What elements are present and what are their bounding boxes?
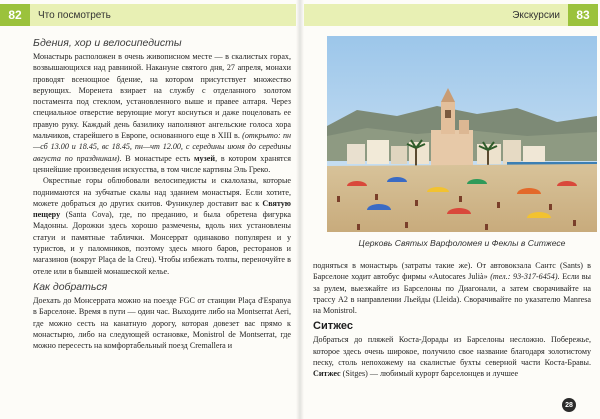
- text-run: Монастырь расположен в очень живописном месте — в скалистых горах, возвышающихся над равниной. Накануне святого дня, 27 апреля, монахи проводят всенощное бдение, на котором присутствует множество верующих. Моренета взирает на службу с отделанного золотом постамента под стеклом, установленного выше и правее алтаря. Через специальное отверстие верующие могут коснуться и даже поцеловать ее правую руку. Каждый день базилику наполняют ангельские голоса хора мальчиков, старейшего в Европе, основанного еще в XIII в.: [33, 52, 291, 141]
- right-page-number: 83: [568, 4, 598, 26]
- right-page-header: [304, 4, 598, 26]
- text-run: (открыто: пн—сб 13.00 и 18.45, вс 18.45, пн—чт 12.00, с середины июня до середины августа по праздникам): [33, 131, 292, 163]
- sitges-church-photo: [327, 36, 597, 232]
- left-page-header: [0, 4, 296, 26]
- text-run: Доехать до Монсеррата можно на поезде FGC от станции Plaça d'Espanya в Барселоне. Время в пути — один час. Выходите либо на Montserrat Aeri, где можно сесть на канатную дорогу, которая довезет вас прямо к монастырю, либо на следующей остановке, Monistrol de Montserrat, где можно пересесть на комфортабельный поезд Cremallera и: [33, 295, 291, 351]
- text-run: (Sitges) — любимый курорт барселонцев и лучшее: [340, 369, 519, 379]
- right-section-title: Экскурсии: [512, 9, 560, 21]
- text-run: (тел.: 93-317-6454): [490, 272, 558, 282]
- section-heading-sitges: Ситжес: [313, 320, 353, 333]
- body-paragraph: [33, 51, 291, 175]
- text-run: Добраться до пляжей Коста-Дорады из Барселоны несложно. Побережье, которое здесь очень широкое, получило свое название благодаря золотистому песку, столь непохожему на скалистые бухты северной части Коста-Бравы.: [313, 335, 591, 368]
- text-run: подняться в монастырь (затраты такие же). От автовокзала Сантс (Sants) в Барселоне ходит автобус фирмы «Autocares Julià»: [313, 261, 591, 282]
- text-run: (Santa Cova), где, по преданию, и была обретена фигурка Мадонны. Дорожки здесь хорошо размечены, вдоль них установлены статуи и памятные таблички. Монсеррат одинаково популярен и у туристов, и у паломников, поэтому здесь много баров, ресторанов и магазинов (вокруг Plaça de la Creu). Чтобы избежать толпы, переночуйте в отеле или в бывшей монашеской келье.: [33, 210, 291, 276]
- text-run: музей: [193, 153, 216, 163]
- left-text-column: [33, 37, 291, 351]
- body-paragraph: [313, 334, 591, 379]
- left-page-number: 82: [0, 4, 30, 26]
- photo-caption: Церковь Святых Варфоломея и Феклы в Ситжесе: [358, 238, 566, 248]
- subheading-how-to-get-there: Как добраться: [33, 280, 108, 293]
- text-run: Святую пещеру: [33, 198, 291, 220]
- right-text-column: [313, 260, 591, 380]
- beach-church-illustration: [327, 36, 597, 232]
- body-paragraph: [313, 260, 591, 316]
- text-run: . В монастыре есть: [119, 153, 194, 163]
- body-paragraph: [33, 295, 291, 351]
- text-run: , в котором хранятся ценнейшие произведения искусства, в том числе картины Эль Греко.: [33, 153, 292, 174]
- text-run: Окрестные горы облюбовали велосипедисты и скалолазы, которые поднимаются на зубчатые скалы над зданием монастыря. Если хотите, можете добраться до других скитов. Фуникулер доставит вас к: [33, 176, 291, 208]
- section-heading: Бдения, хор и велосипедисты: [33, 37, 182, 49]
- left-section-title: Что посмотреть: [38, 9, 111, 21]
- body-paragraph: [33, 175, 291, 277]
- right-page: [300, 0, 600, 419]
- text-run: . Если вы за рулем, выезжайте из Барселоны по Диагонали, а затем сворачивайте на трассу A2 в направлении Льейды (Lleida). Сворачивайте по указателю Manresa на Monistrol.: [313, 272, 591, 316]
- chapter-badge: 28: [562, 398, 576, 412]
- text-run: Ситжес: [313, 369, 341, 379]
